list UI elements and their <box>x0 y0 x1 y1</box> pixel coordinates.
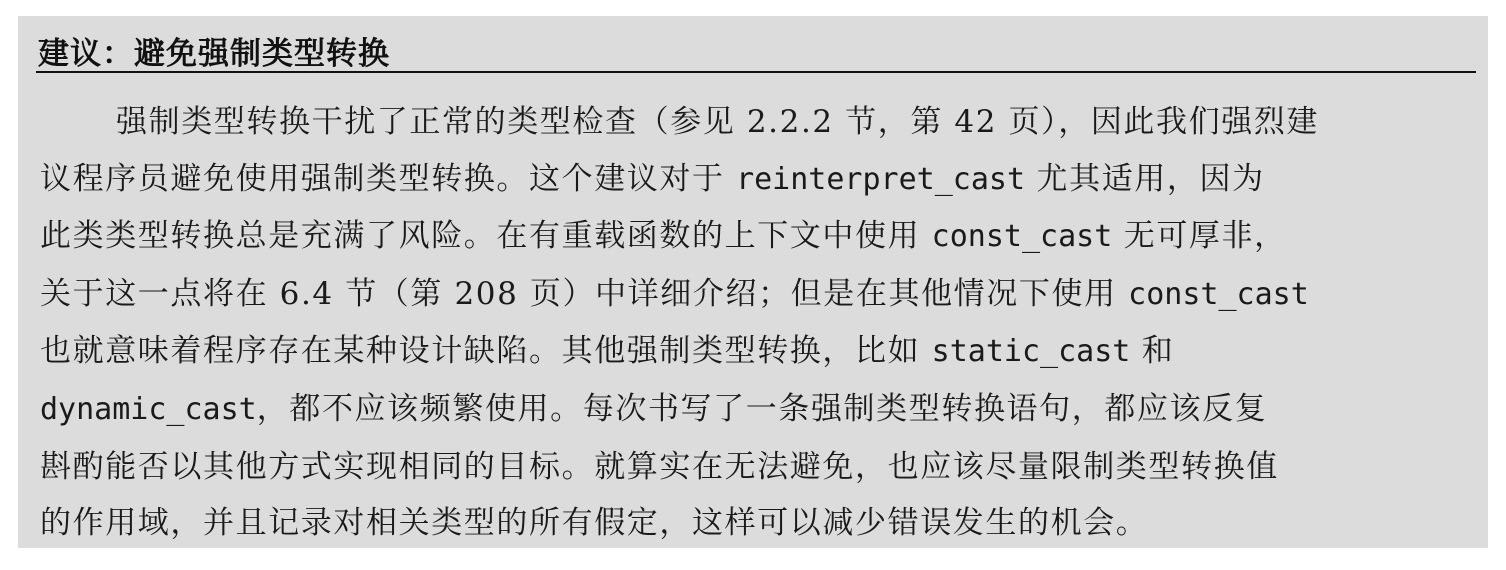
code-term: const_cast <box>931 219 1113 255</box>
paragraph-line <box>40 94 1476 151</box>
text-segment: 强制类型转换干扰了正常的类型检查（参见 2.2.2 节，第 42 页），因此我们强烈建 <box>116 104 1320 140</box>
text-segment: 斟酌能否以其他方式实现相同的目标。就算实在无法避免，也应该尽量限制类型转换值 <box>40 448 1279 485</box>
paragraph-line <box>40 439 1476 496</box>
code-term: reinterpret_cast <box>736 161 1026 197</box>
text-segment: 关于这一点将在 6.4 节（第 208 页）中详细介绍；但是在其他情况下使用 <box>40 275 1129 312</box>
text-segment: 尤其适用，因为 <box>1025 160 1265 197</box>
code-term: dynamic_cast <box>40 391 257 427</box>
text-segment: 和 <box>1130 333 1175 370</box>
paragraph-line <box>40 323 1476 381</box>
advice-title: 建议：避免强制类型转换 <box>38 36 390 72</box>
code-term: const_cast <box>1128 276 1309 312</box>
paragraph-line <box>40 495 1476 552</box>
paragraph-line <box>40 266 1476 324</box>
paragraph-line <box>40 208 1476 266</box>
advice-box <box>18 16 1488 548</box>
text-segment: 此类类型转换总是充满了风险。在有重载函数的上下文中使用 <box>40 218 932 255</box>
text-segment: 无可厚非， <box>1112 218 1287 255</box>
title-divider <box>36 71 1476 73</box>
text-segment: 议程序员避免使用强制类型转换。这个建议对于 <box>40 160 737 197</box>
text-segment: 的作用域，并且记录对相关类型的所有假定，这样可以减少错误发生的机会。 <box>40 505 1149 542</box>
paragraph-line <box>40 381 1476 439</box>
paragraph-line <box>40 151 1476 209</box>
advice-paragraph <box>40 94 1476 552</box>
code-term: static_cast <box>931 334 1131 370</box>
text-segment: 也就意味着程序存在某种设计缺陷。其他强制类型转换，比如 <box>40 333 932 370</box>
text-segment: ，都不应该频繁使用。每次书写了一条强制类型转换语句，都应该反复 <box>256 390 1268 427</box>
